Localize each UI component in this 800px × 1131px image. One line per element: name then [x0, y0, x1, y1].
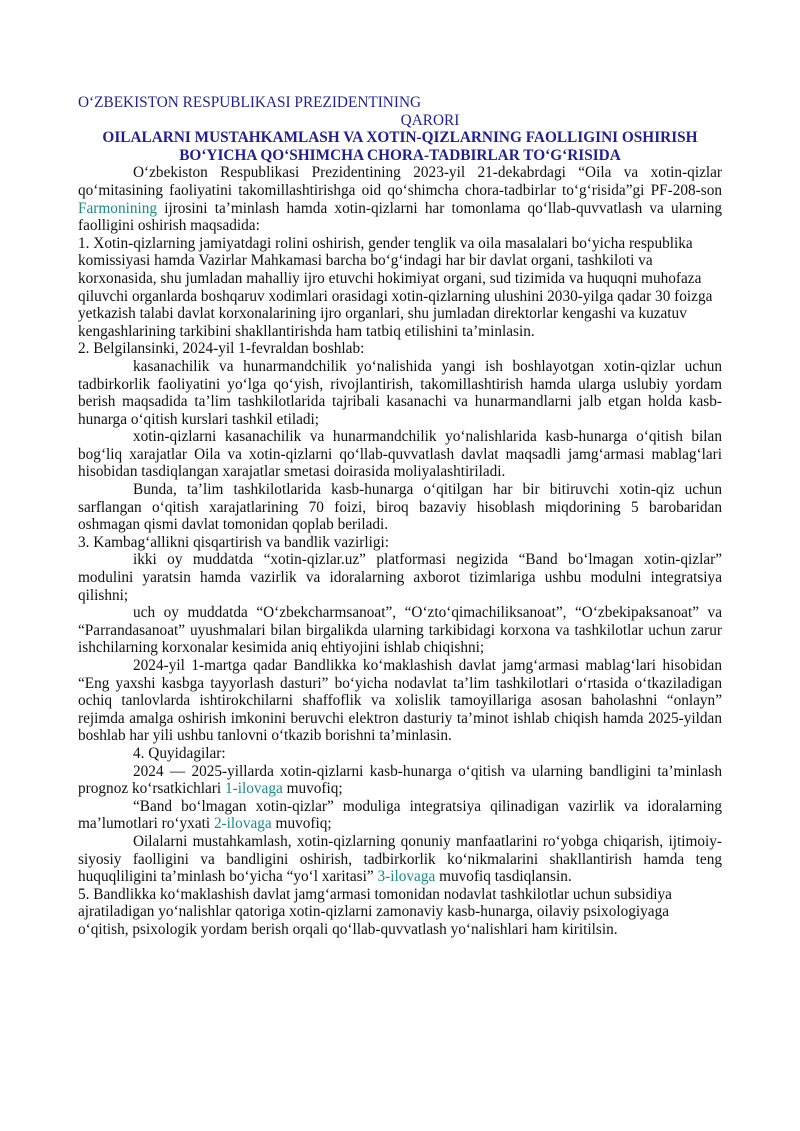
issuer-heading: O‘ZBEKISTON RESPUBLIKASI PREZIDENTINING [78, 94, 422, 111]
document-type-heading: QARORI [400, 111, 460, 129]
clause-5: 5. Bandlikka ko‘maklashish davlat jamg‘armasi tomonidan nodavlat tashkilotlar uchun subsidiya ajratiladigan yo‘nalishlar qatoriga xotin-qizlarni zamonaviy kasb-hunarga, oilaviy psixologiyaga o‘qitish, psixologik yordam berish orqali qo‘llab-quvvatlash yo‘nalishlari ham kiritilsin. [78, 885, 672, 938]
clause-2-heading: 2. Belgilansinki, 2024-yil 1-fevraldan boshlab: [78, 340, 365, 358]
title-line-1: OILALARNI MUSTAHKAMLASH VA XOTIN-QIZLARNING FAOLLIGINI OSHIRISH [102, 129, 698, 147]
preamble-paragraph [78, 164, 722, 234]
clause-4-p3-end: muvofiq tasdiqlansin. [435, 868, 572, 886]
preamble-text: O‘zbekiston Respublikasi Prezidentining 2023-yil 21-dekabrdagi “Oila va xotin-qizlar qo‘mitasining faoliyatini takomillashtirishga oid qo‘shimcha chora-tadbirlar to‘g‘risida”gi PF-208-son [78, 164, 722, 199]
clause-1: 1. Xotin-qizlarning jamiyatdagi rolini oshirish, gender tenglik va oila masalalari bo‘yicha respublika komissiyasi hamda Vazirlar Mahkamasi barcha bo‘g‘indagi har bir davlat organi, tashkiloti va korxonasida, shu jumladan mahalliy ijro etuvchi hokimiyat organi, sud tizimida va huquqni muhofaza qiluvchi organlarda boshqaruv xodimlari orasidagi xotin-qizlarning ulushini 2030-yilga qadar 30 foizga yetkazish talabi davlat korxonalarining ijro organlari, shu jumladan direktorlar kengashi va kuzatuv kengashlarining tarkibini shakllantirishda ham tatbiq etilishini ta’minlasin. [78, 234, 713, 340]
clause-2-paragraph-2: xotin-qizlarni kasanachilik va hunarmandchilik yo‘nalishlarida kasb-hunarga o‘qitish bilan bog‘liq xarajatlar Oila va xotin-qizlarni qo‘llab-quvvatlash davlat maqsadli jamg‘armasi mablag‘lari hisobidan tasdiqlangan xarajatlar smetasi doirasida moliyalashtiriladi. [78, 428, 722, 481]
clause-3-paragraph-2: uch oy muddatda “O‘zbekcharmsanoat”, “O‘zto‘qimachiliksanoat”, “O‘zbekipaksanoat” va “Parrandasanoat” uyushmalari bilan birgalikda ularning tarkibidagi korxona va tashkilotlar uchun zarur ishchilarning korxonalar kesimida aniq ehtiyojini ishlab chiqishni; [78, 604, 722, 657]
decree-link[interactable]: Farmonining [78, 199, 158, 217]
clause-4-paragraph-3 [78, 833, 722, 886]
clause-4-p2-end: muvofiq; [271, 815, 332, 833]
preamble-text-end: ijrosini ta’minlash hamda xotin-qizlarni har tomonlama qo‘llab-quvvatlash va ularning faolligini oshirish maqsadida: [78, 199, 722, 235]
clause-4-p2-text: “Band bo‘lmagan xotin-qizlar” moduliga integratsiya qilinadigan vazirlik va idoralarning ma’lumotlari ro‘yxati [78, 797, 722, 833]
clause-3-paragraph-1: ikki oy muddatda “xotin-qizlar.uz” platformasi negizida “Band bo‘lmagan xotin-qizlar” modulini yaratsin hamda vazirlik va idoralarning axborot tizimlariga ushbu modulni integratsiya qilishni; [78, 551, 722, 604]
annex-3-link[interactable]: 3-ilovaga [377, 868, 436, 886]
annex-1-link[interactable]: 1-ilovaga [224, 780, 283, 798]
title-line-2: BO‘YICHA QO‘SHIMCHA CHORA-TADBIRLAR TO‘G‘RISIDA [179, 146, 621, 164]
clause-3-heading: 3. Kambag‘allikni qisqartirish va bandlik vazirligi: [78, 533, 389, 551]
clause-3-paragraph-3: 2024-yil 1-martga qadar Bandlikka ko‘maklashish davlat jamg‘armasi mablag‘lari hisobidan “Eng yaxshi kasbga tayyorlash dasturi” bo‘yicha nodavlat ta’lim tashkilotlari o‘rtasida o‘tkaziladigan ochiq tanlovlarda ishtirokchilarni shaffoflik va xolislik tamoyillariga asosan baholashni “onlayn” rejimda amalga oshirish imkonini beruvchi elektron dasturiy ta’minot ishlab chiqish hamda 2025-yildan boshlab har yili ushbu tanlovni o‘tkazib borishni ta’minlasin. [78, 657, 722, 745]
clause-2-paragraph-3: Bunda, ta’lim tashkilotlarida kasb-hunarga o‘qitilgan har bir bitiruvchi xotin-qiz uchun sarflangan o‘qitish xarajatlarining 70 foizi, biroq bazaviy hisoblash miqdorining 5 barobaridan oshmagan qismi davlat tomonidan qoplab beriladi. [78, 481, 722, 534]
document-page [78, 94, 722, 939]
document-title [78, 129, 722, 164]
annex-2-link[interactable]: 2-ilovaga [213, 815, 272, 833]
clause-4-p3-text: Oilalarni mustahkamlash, xotin-qizlarning qonuniy manfaatlarini ro‘yobga chiqarish, ijtimoiy-siyosiy faolligini va bandligini oshirish, tadbirkorlik ko‘nikmalarini shakllantirish hamda teng huquqliligini ta’minlash bo‘yicha “yo‘l xaritasi” [78, 832, 722, 886]
clause-4-heading: 4. Quyidagilar: [133, 744, 226, 762]
clause-4-paragraph-1 [78, 763, 722, 798]
clause-2-paragraph-1: kasanachilik va hunarmandchilik yo‘nalishida yangi ish boshlayotgan xotin-qizlar uchun tadbirkorlik faoliyatini yo‘lga qo‘yish, rivojlantirish, takomillashtirish hamda ularga uslubiy yordam berish maqsadida ta’lim tashkilotlarida tajribali kasanachi va hunarmandlarni jalb etgan holda kasb-hunarga o‘qitish kurslari tashkil etiladi; [78, 357, 722, 428]
clause-4-paragraph-2 [78, 798, 722, 833]
clause-4-p1-end: muvofiq; [282, 780, 343, 798]
clause-4-p1-text: 2024 — 2025-yillarda xotin-qizlarni kasb-hunarga o‘qitish va ularning bandligini ta’minlash prognoz ko‘rsatkichlari [78, 762, 722, 798]
